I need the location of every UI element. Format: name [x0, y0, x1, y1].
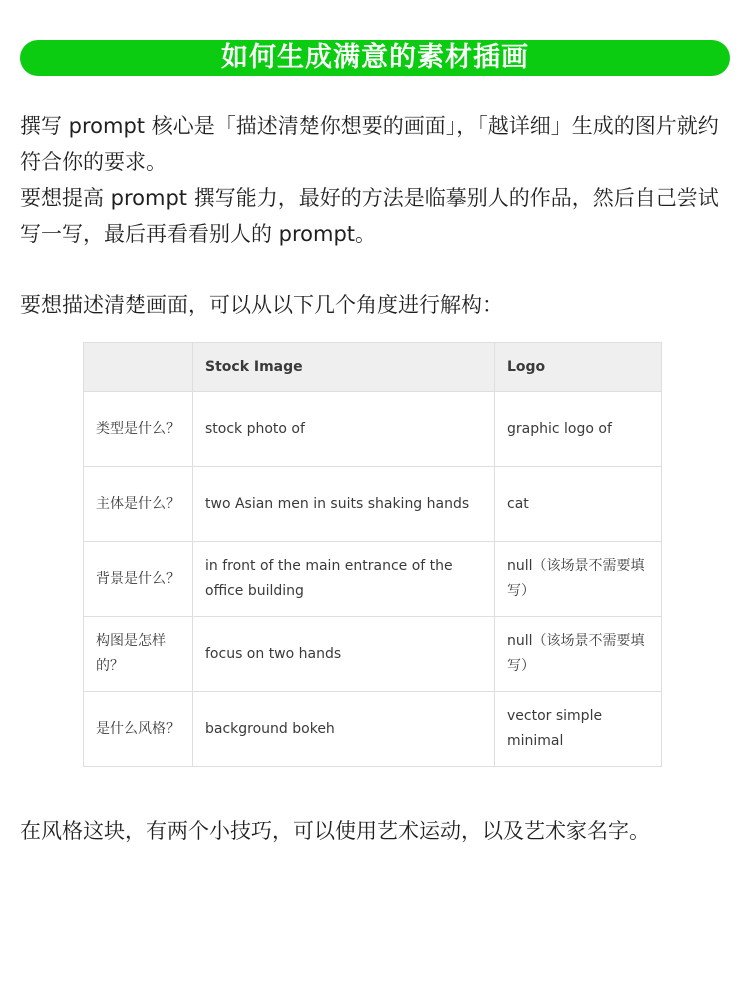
- table-header-cell: Stock Image: [193, 343, 495, 392]
- prompt-structure-table: [83, 342, 662, 767]
- row-question-cell: 构图是怎样的？: [84, 617, 193, 692]
- title-banner: [20, 40, 730, 76]
- logo-cell: null（该场景不需要填写）: [495, 542, 662, 617]
- table-header-cell: [84, 343, 193, 392]
- logo-cell: vector simple minimal: [495, 692, 662, 767]
- stock-image-cell: stock photo of: [193, 392, 495, 467]
- style-tips-paragraph: 在风格这块，有两个小技巧，可以使用艺术运动，以及艺术家名字。: [20, 819, 650, 843]
- table-row: [84, 467, 662, 542]
- stock-image-cell: two Asian men in suits shaking hands: [193, 467, 495, 542]
- logo-cell: null（该场景不需要填写）: [495, 617, 662, 692]
- stock-image-cell: focus on two hands: [193, 617, 495, 692]
- row-question-cell: 是什么风格？: [84, 692, 193, 767]
- table-header-row: [84, 343, 662, 392]
- logo-cell: graphic logo of: [495, 392, 662, 467]
- table-row: [84, 692, 662, 767]
- row-question-cell: 主体是什么？: [84, 467, 193, 542]
- row-question-cell: 类型是什么？: [84, 392, 193, 467]
- stock-image-cell: background bokeh: [193, 692, 495, 767]
- stock-image-cell: in front of the main entrance of the office building: [193, 542, 495, 617]
- table-row: [84, 617, 662, 692]
- table-intro-paragraph: 要想描述清楚画面，可以从以下几个角度进行解构：: [20, 293, 503, 317]
- method-paragraph: 要想提高 prompt 撰写能力，最好的方法是临摹别人的作品，然后自己尝试写一写，最后再看看别人的 prompt。: [20, 186, 719, 246]
- row-question-cell: 背景是什么？: [84, 542, 193, 617]
- table-header-cell: Logo: [495, 343, 662, 392]
- page-title: 如何生成满意的素材插画: [221, 42, 529, 73]
- logo-cell: cat: [495, 467, 662, 542]
- table-row: [84, 542, 662, 617]
- table-row: [84, 392, 662, 467]
- intro-paragraph: 撰写 prompt 核心是「描述清楚你想要的画面」，「越详细」生成的图片就约符合你的要求。: [20, 114, 719, 174]
